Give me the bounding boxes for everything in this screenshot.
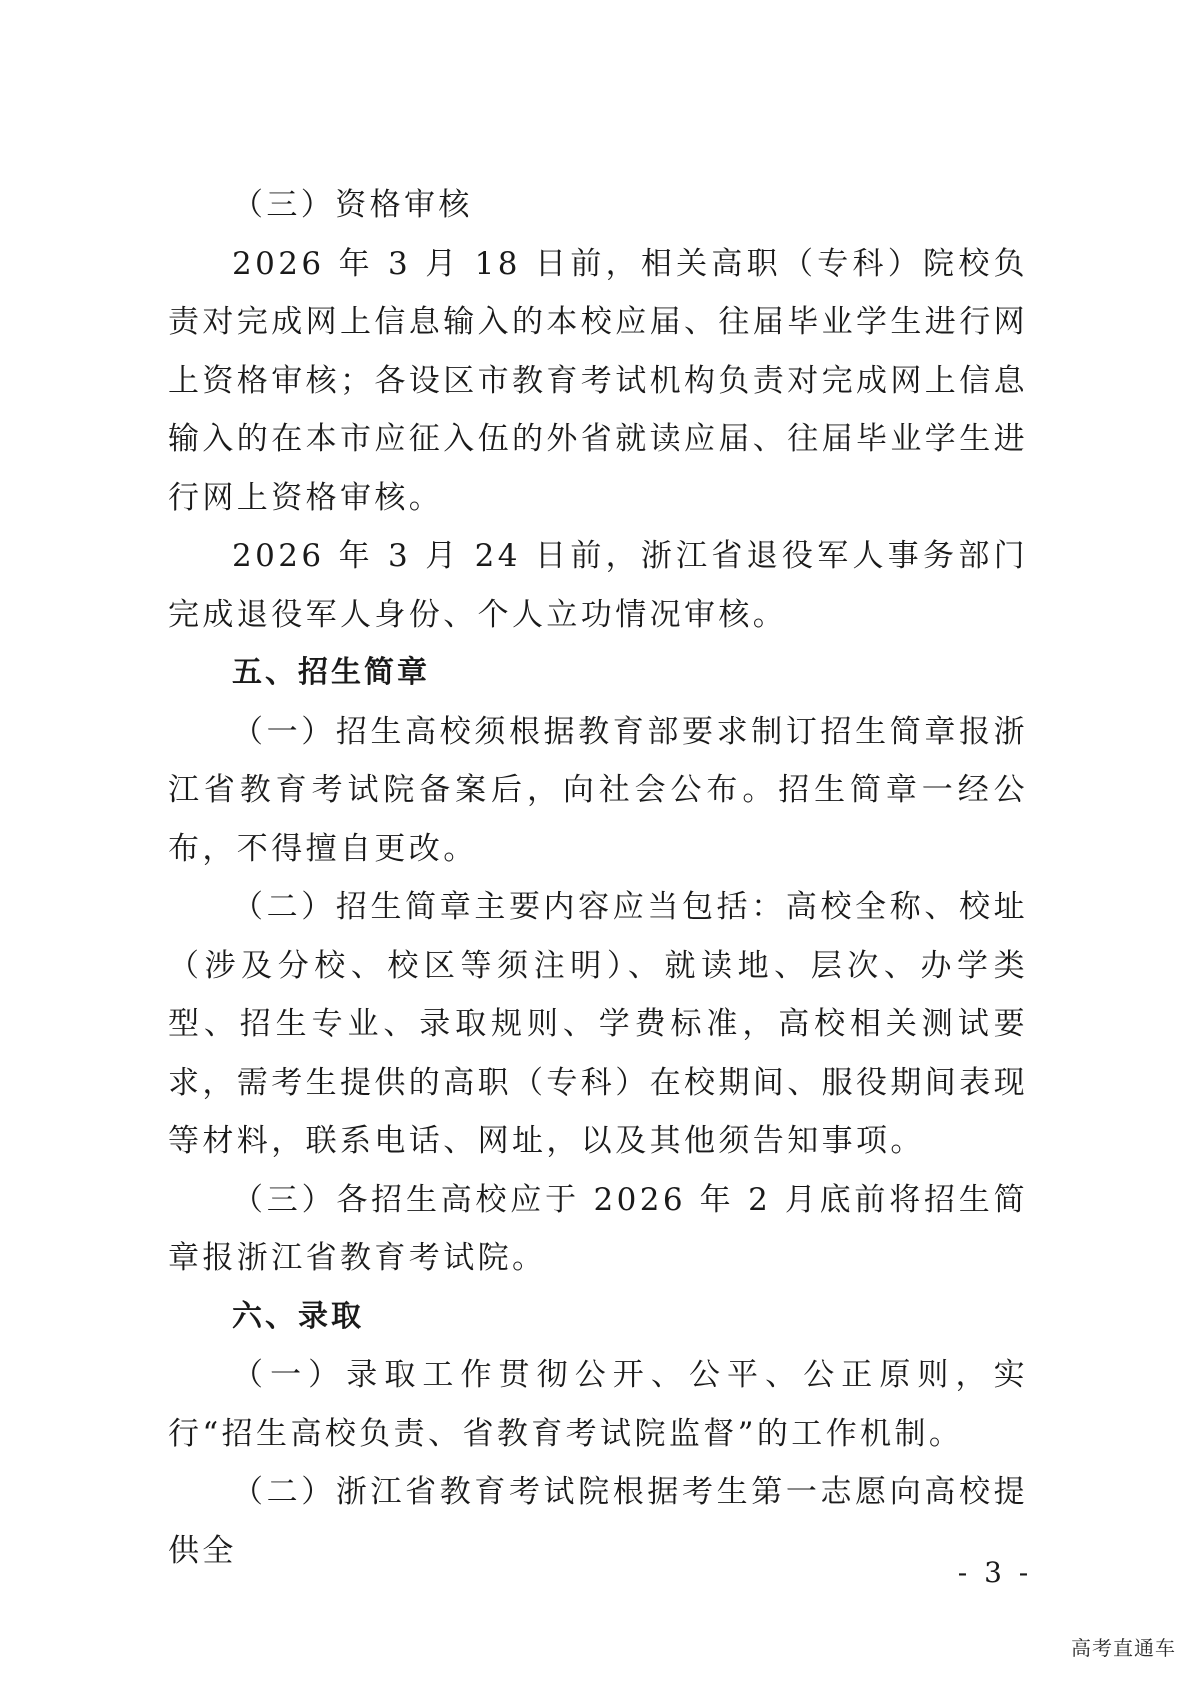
section-heading-admission-brochure: 五、招生简章 bbox=[232, 655, 430, 690]
paragraph-brochure-2: （二）招生简章主要内容应当包括：高校全称、校址（涉及分校、校区等须注明）、就读地、层次、办学类型、招生专业、录取规则、学费标准，高校相关测试要求，需考生提供的高职（专科）在校期间、服役期间表现等材料，联系电话、网址，以及其他须告知事项。 bbox=[168, 889, 1028, 1159]
paragraph-review-deadline-0324: 2026 年 3 月 24 日前，浙江省退役军人事务部门完成退役军人身份、个人立功情况审核。 bbox=[168, 538, 1028, 633]
paragraph-brochure-1: （一）招生高校须根据教育部要求制订招生简章报浙江省教育考试院备案后，向社会公布。招生简章一经公布，不得擅自更改。 bbox=[168, 713, 1028, 867]
subsection-heading-qualification-review: （三）资格审核 bbox=[232, 187, 473, 223]
paragraph-admission-1: （一）录取工作贯彻公开、公平、公正原则，实行“招生高校负责、省教育考试院监督”的工作机制。 bbox=[168, 1357, 1028, 1452]
paragraph-brochure-3: （三）各招生高校应于 2026 年 2 月底前将招生简章报浙江省教育考试院。 bbox=[168, 1181, 1028, 1276]
paragraph-review-deadline-0318: 2026 年 3 月 18 日前，相关高职（专科）院校负责对完成网上信息输入的本校应届、往届毕业学生进行网上资格审核；各设区市教育考试机构负责对完成网上信息输入的在本市应征入伍的外省就读应届、往届毕业学生进行网上资格审核。 bbox=[168, 245, 1028, 516]
watermark-text: 高考直通车 bbox=[1071, 1636, 1176, 1660]
section-heading-admission: 六、录取 bbox=[232, 1298, 364, 1334]
document-body bbox=[168, 176, 1028, 1580]
page-number: - 3 - bbox=[957, 1556, 1033, 1589]
paragraph-admission-2: （二）浙江省教育考试院根据考生第一志愿向高校提供全 bbox=[168, 1474, 1028, 1569]
